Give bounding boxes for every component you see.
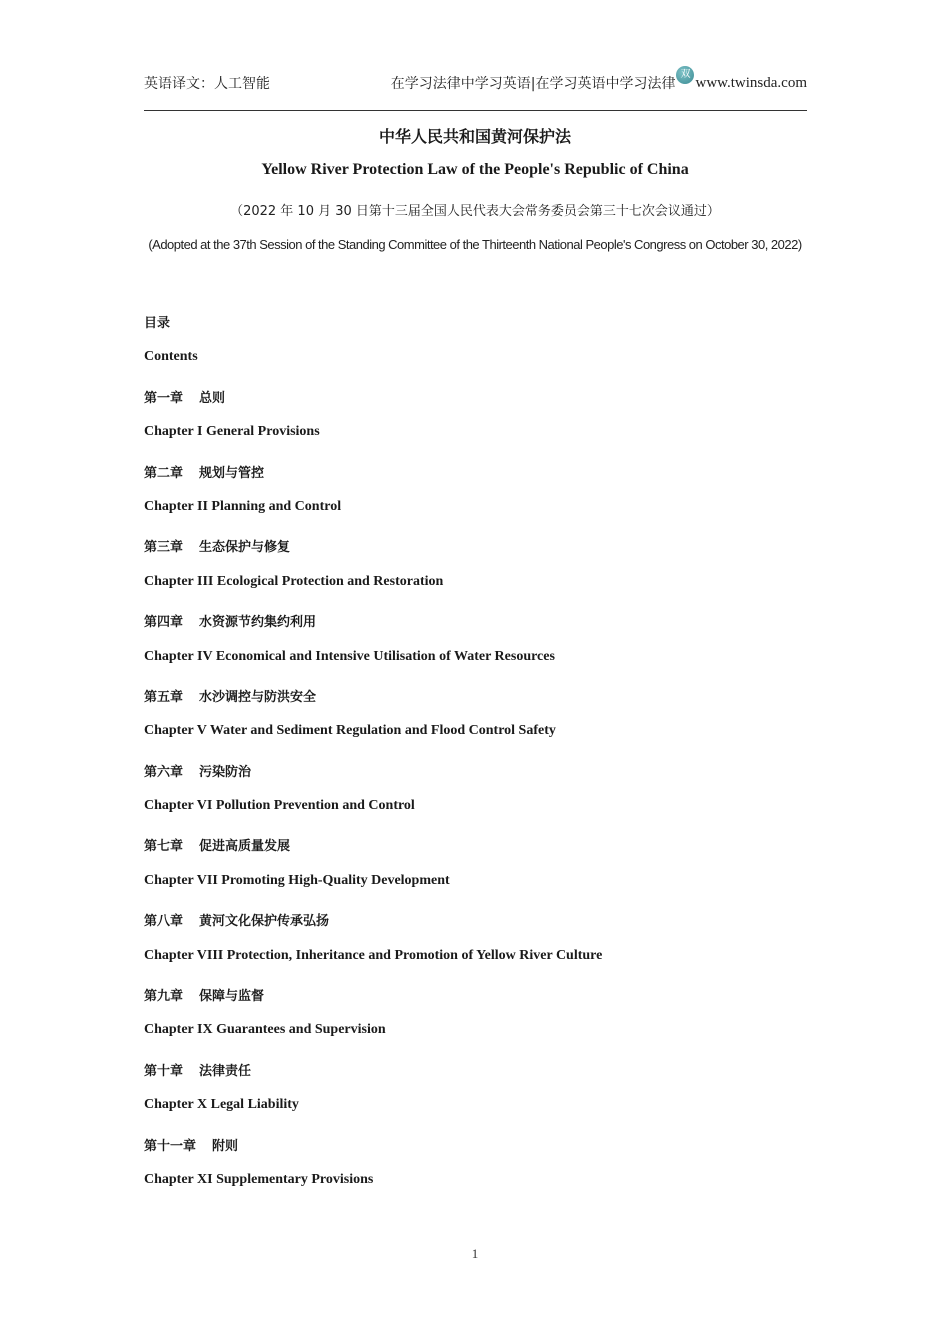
chapter-entry-en[interactable]: Chapter III Ecological Protection and Restoration — [144, 573, 444, 589]
chapter-title-zh: 污染防治 — [199, 764, 252, 780]
chapter-title-zh: 规划与管控 — [199, 465, 265, 481]
chapter-entry-zh[interactable] — [144, 611, 804, 648]
chapter-title-zh: 黄河文化保护传承弘扬 — [199, 914, 330, 930]
adoption-note-zh: （2022 年 10 月 30 日第十三届全国人民代表大会常务委员会第三十七次会议通过） — [230, 204, 720, 219]
chapter-number-zh: 第十一章 — [144, 1138, 197, 1154]
chapter-number-zh: 第十章 — [144, 1063, 184, 1079]
chapter-entry-en[interactable]: Chapter I General Provisions — [144, 424, 320, 440]
header-site-link[interactable]: www.twinsda.com — [695, 74, 807, 91]
chapter-title-zh: 附则 — [212, 1138, 239, 1154]
chapter-title-zh: 水资源节约集约利用 — [199, 615, 317, 631]
chapter-entry-zh[interactable] — [144, 835, 804, 872]
adoption-note-en: (Adopted at the 37th Session of the Standing Committee of the Thirteenth National People's Congress on October 30, 2022) — [148, 237, 802, 252]
header-section-label: 英语译文：人工智能 — [144, 76, 270, 92]
chapter-entry-en[interactable]: Chapter V Water and Sediment Regulation and Flood Control Safety — [144, 723, 556, 739]
chapter-entry-en[interactable]: Chapter II Planning and Control — [144, 498, 342, 514]
chapter-entry-zh[interactable] — [144, 686, 804, 723]
chapter-entry-zh[interactable] — [144, 985, 804, 1022]
chapter-entry-en[interactable]: Chapter IX Guarantees and Supervision — [144, 1022, 386, 1038]
contents-heading-en: Contents — [144, 349, 198, 365]
header-slogan: 在学习法律中学习英语|在学习英语中学习法律 — [390, 76, 676, 92]
chapter-entry-en[interactable]: Chapter IV Economical and Intensive Utilisation of Water Resources — [144, 648, 555, 664]
chapter-entry-zh[interactable] — [144, 1060, 804, 1097]
chapter-entry-zh[interactable] — [144, 910, 804, 947]
chapter-entry-zh[interactable] — [144, 1135, 804, 1172]
twinsda-logo-icon: 双 — [676, 66, 694, 84]
chapter-number-zh: 第四章 — [144, 615, 184, 631]
chapter-number-zh: 第二章 — [144, 465, 184, 481]
chapter-entry-en[interactable]: Chapter X Legal Liability — [144, 1097, 299, 1113]
chapter-entry-zh[interactable] — [144, 536, 804, 573]
chapter-entry-zh[interactable] — [144, 387, 804, 424]
chapter-number-zh: 第七章 — [144, 839, 184, 855]
chapter-entry-en[interactable]: Chapter VI Pollution Prevention and Control — [144, 798, 415, 814]
chapter-title-zh: 保障与监督 — [199, 989, 265, 1005]
header-branding — [390, 69, 807, 93]
chapter-number-zh: 第三章 — [144, 540, 184, 556]
chapter-number-zh: 第一章 — [144, 390, 184, 406]
document-title-en: Yellow River Protection Law of the People's Republic of China — [261, 161, 689, 178]
chapter-number-zh: 第五章 — [144, 689, 184, 705]
chapter-title-zh: 促进高质量发展 — [199, 839, 291, 855]
chapter-entry-en[interactable]: Chapter VIII Protection, Inheritance and Promotion of Yellow River Culture — [144, 947, 603, 963]
chapter-number-zh: 第九章 — [144, 989, 184, 1005]
chapter-entry-zh[interactable] — [144, 462, 804, 499]
contents-heading-zh: 目录 — [144, 316, 171, 331]
header-divider — [144, 110, 807, 111]
chapter-number-zh: 第六章 — [144, 764, 184, 780]
chapter-title-zh: 生态保护与修复 — [199, 540, 291, 556]
table-of-contents — [144, 312, 804, 1209]
chapter-entry-en[interactable]: Chapter VII Promoting High-Quality Development — [144, 872, 450, 888]
page-number: 1 — [471, 1246, 479, 1261]
page-header — [144, 68, 807, 98]
chapter-entry-zh[interactable] — [144, 761, 804, 798]
chapter-title-zh: 水沙调控与防洪安全 — [199, 689, 317, 705]
chapter-list — [144, 387, 804, 1210]
chapter-number-zh: 第八章 — [144, 914, 184, 930]
chapter-entry-en[interactable]: Chapter XI Supplementary Provisions — [144, 1171, 374, 1187]
chapter-title-zh: 总则 — [199, 390, 226, 406]
document-title-zh: 中华人民共和国黄河保护法 — [378, 127, 571, 146]
chapter-title-zh: 法律责任 — [199, 1063, 252, 1079]
